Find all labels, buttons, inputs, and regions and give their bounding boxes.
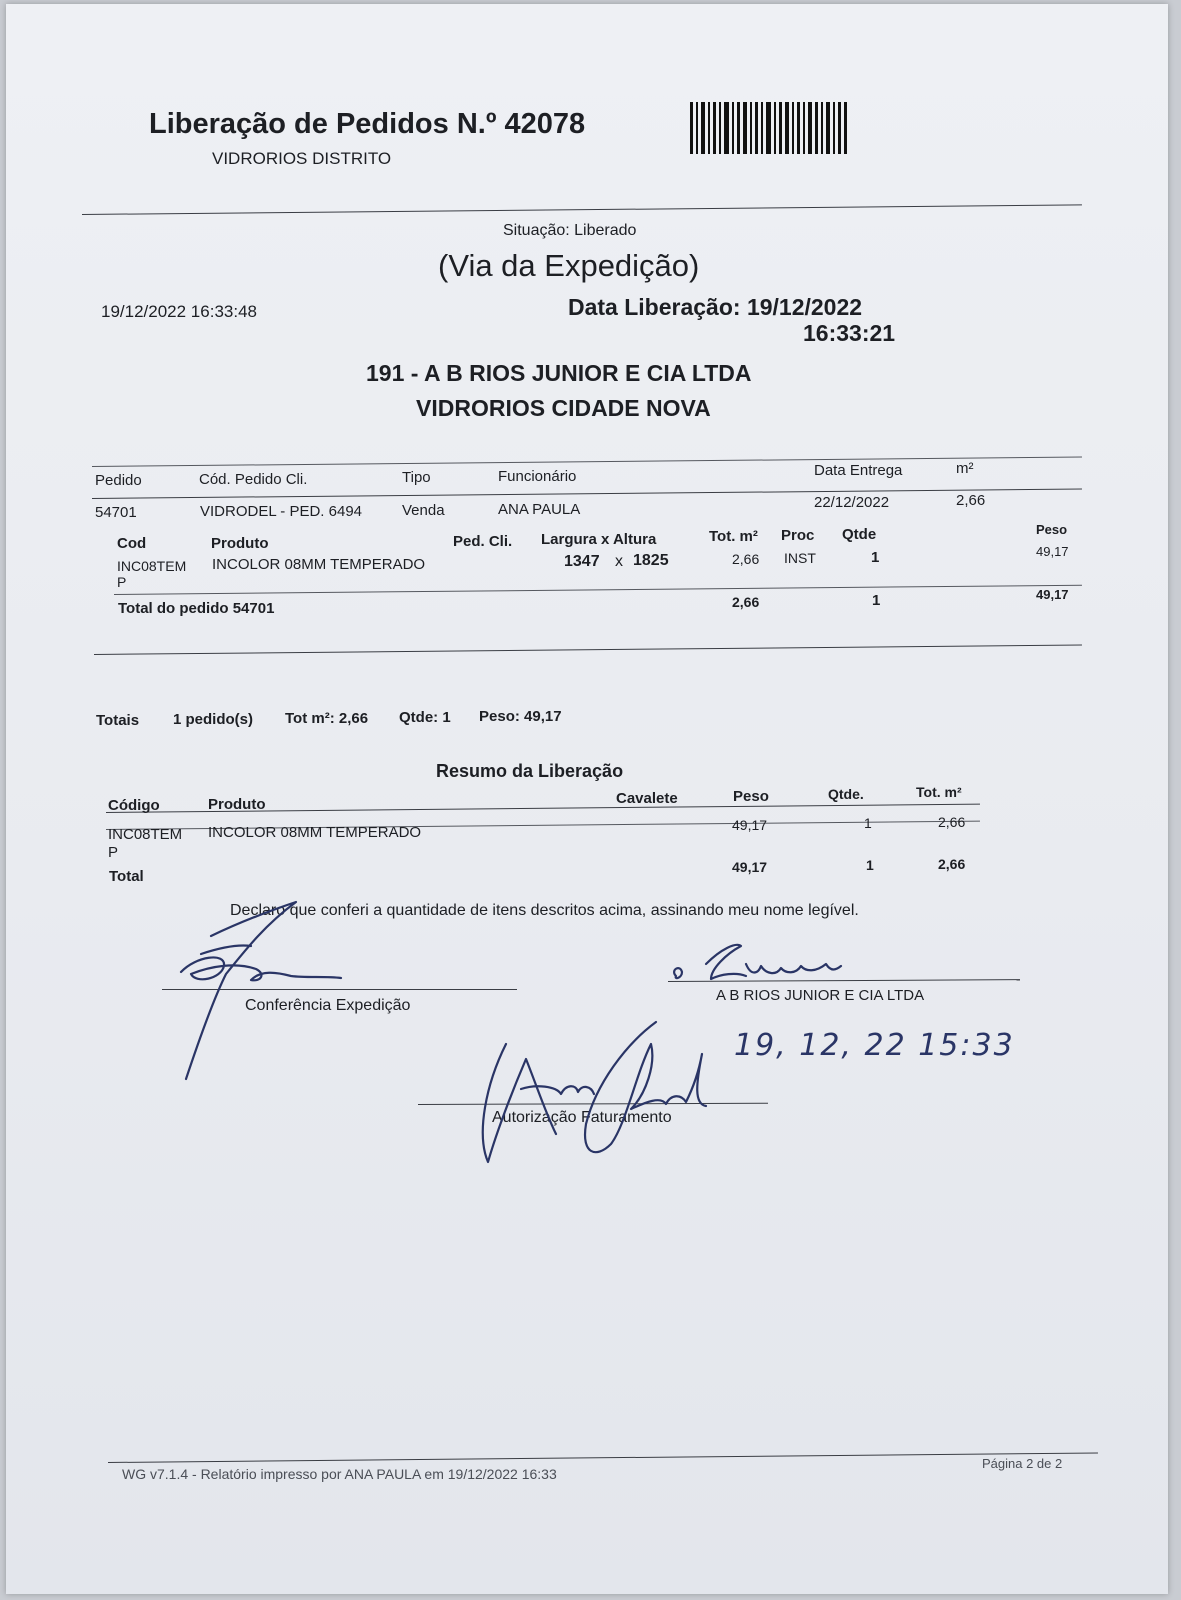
conferencia-label: Conferência Expedição bbox=[245, 997, 411, 1014]
barcode bbox=[690, 102, 866, 154]
item-total-line bbox=[114, 585, 1082, 595]
pedido-number: 54701 bbox=[95, 504, 137, 521]
item-col-cod: Cod bbox=[117, 535, 147, 552]
resumo-total-peso: 49,17 bbox=[732, 859, 768, 875]
data-liberacao-time: 16:33:21 bbox=[803, 320, 896, 346]
resumo-col-peso: Peso bbox=[733, 788, 769, 805]
resumo-title: Resumo da Liberação bbox=[436, 761, 624, 781]
item-qtde: 1 bbox=[871, 549, 880, 566]
col-m2: m² bbox=[956, 460, 974, 477]
conferencia-signature-line bbox=[162, 989, 517, 990]
item-peso: 49,17 bbox=[1036, 544, 1069, 559]
handwritten-date: 19, 12, 22 15:33 bbox=[734, 1028, 1015, 1063]
col-tipo: Tipo bbox=[402, 469, 431, 486]
document-page bbox=[6, 4, 1168, 1594]
via-label: (Via da Expedição) bbox=[438, 248, 700, 283]
resumo-total-tot-m2: 2,66 bbox=[938, 856, 966, 872]
data-liberacao: Data Liberação: 19/12/2022 bbox=[568, 294, 863, 320]
item-col-proc: Proc bbox=[781, 527, 815, 544]
item-produto: INCOLOR 08MM TEMPERADO bbox=[212, 556, 426, 573]
footer-printed-by: WG v7.1.4 - Relatório impresso por ANA PAULA em 19/12/2022 16:33 bbox=[122, 1466, 557, 1482]
item-col-qtde: Qtde bbox=[842, 526, 877, 543]
declaracao-text: Declaro que conferi a quantidade de itens descritos acima, assinando meu nome legível. bbox=[230, 902, 859, 919]
item-tot-m2: 2,66 bbox=[732, 551, 760, 567]
resumo-tot-m2: 2,66 bbox=[938, 814, 966, 830]
item-largura: 1347 bbox=[564, 553, 600, 570]
pedido-tipo: Venda bbox=[402, 502, 445, 519]
pedido-data-entrega: 22/12/2022 bbox=[814, 494, 890, 511]
item-cod: INC08TEM bbox=[117, 558, 187, 574]
resumo-codigo: INC08TEM bbox=[108, 826, 183, 843]
resumo-col-tot-m2: Tot. m² bbox=[916, 784, 962, 800]
item-col-largura-altura: Largura x Altura bbox=[541, 531, 657, 548]
item-col-peso: Peso bbox=[1036, 522, 1068, 537]
pedido-total-label: Total do pedido 54701 bbox=[118, 600, 275, 617]
item-col-ped-cli: Ped. Cli. bbox=[453, 533, 513, 550]
item-cod-cont: P bbox=[117, 574, 127, 590]
cliente-signature-line bbox=[668, 979, 1020, 982]
totais-pedidos: 1 pedido(s) bbox=[173, 711, 254, 728]
pedido-top-line bbox=[92, 456, 1082, 467]
col-pedido: Pedido bbox=[95, 472, 142, 489]
resumo-col-cavalete: Cavalete bbox=[616, 790, 678, 807]
col-funcionario: Funcionário bbox=[498, 468, 577, 485]
pedido-header-line bbox=[92, 488, 1082, 499]
client-name: 191 - A B RIOS JUNIOR E CIA LTDA bbox=[366, 360, 752, 386]
resumo-col-codigo: Código bbox=[108, 797, 160, 814]
resumo-produto: INCOLOR 08MM TEMPERADO bbox=[208, 824, 422, 841]
totais-peso: Peso: 49,17 bbox=[479, 708, 562, 725]
col-cod-pedido-cli: Cód. Pedido Cli. bbox=[199, 471, 308, 488]
print-timestamp: 19/12/2022 16:33:48 bbox=[101, 302, 257, 321]
client-store: VIDRORIOS CIDADE NOVA bbox=[416, 395, 711, 421]
footer-page-number: Página 2 de 2 bbox=[982, 1456, 1063, 1471]
document-title: Liberação de Pedidos N.º 42078 bbox=[149, 108, 586, 140]
pedido-total-m2: 2,66 bbox=[732, 594, 760, 610]
resumo-total-label: Total bbox=[109, 868, 144, 885]
pedido-bottom-line bbox=[94, 645, 1082, 655]
item-x: x bbox=[615, 553, 623, 570]
cliente-label: A B RIOS JUNIOR E CIA LTDA bbox=[716, 987, 925, 1004]
resumo-peso: 49,17 bbox=[732, 817, 768, 833]
situacao-label: Situação: Liberado bbox=[503, 222, 637, 239]
item-col-tot-m2: Tot. m² bbox=[709, 528, 758, 545]
item-altura: 1825 bbox=[633, 552, 669, 569]
pedido-m2: 2,66 bbox=[956, 492, 986, 509]
cliente-signature bbox=[666, 934, 846, 994]
pedido-cod-cli: VIDRODEL - PED. 6494 bbox=[200, 503, 363, 520]
autorizacao-label: Autorização Faturamento bbox=[492, 1109, 672, 1126]
pedido-funcionario: ANA PAULA bbox=[498, 501, 581, 518]
resumo-qtde: 1 bbox=[864, 815, 872, 831]
conferencia-signature bbox=[166, 894, 366, 1094]
item-col-produto: Produto bbox=[211, 535, 269, 552]
header-divider bbox=[82, 204, 1082, 215]
totais-tot-m2: Tot m²: 2,66 bbox=[285, 710, 369, 727]
totais-qtde: Qtde: 1 bbox=[399, 709, 451, 726]
autorizacao-signature-line bbox=[418, 1103, 768, 1105]
resumo-total-qtde: 1 bbox=[866, 857, 874, 873]
autorizacao-signature bbox=[466, 1014, 726, 1174]
footer-divider bbox=[108, 1452, 1098, 1463]
totais-label: Totais bbox=[96, 712, 140, 729]
resumo-codigo-cont: P bbox=[108, 844, 119, 861]
pedido-total-qtde: 1 bbox=[872, 592, 881, 609]
col-data-entrega: Data Entrega bbox=[814, 462, 903, 479]
company-name: VIDRORIOS DISTRITO bbox=[212, 149, 392, 168]
resumo-col-qtde: Qtde. bbox=[828, 786, 864, 802]
pedido-total-peso: 49,17 bbox=[1036, 587, 1069, 602]
resumo-col-produto: Produto bbox=[208, 796, 266, 813]
item-proc: INST bbox=[784, 550, 816, 566]
